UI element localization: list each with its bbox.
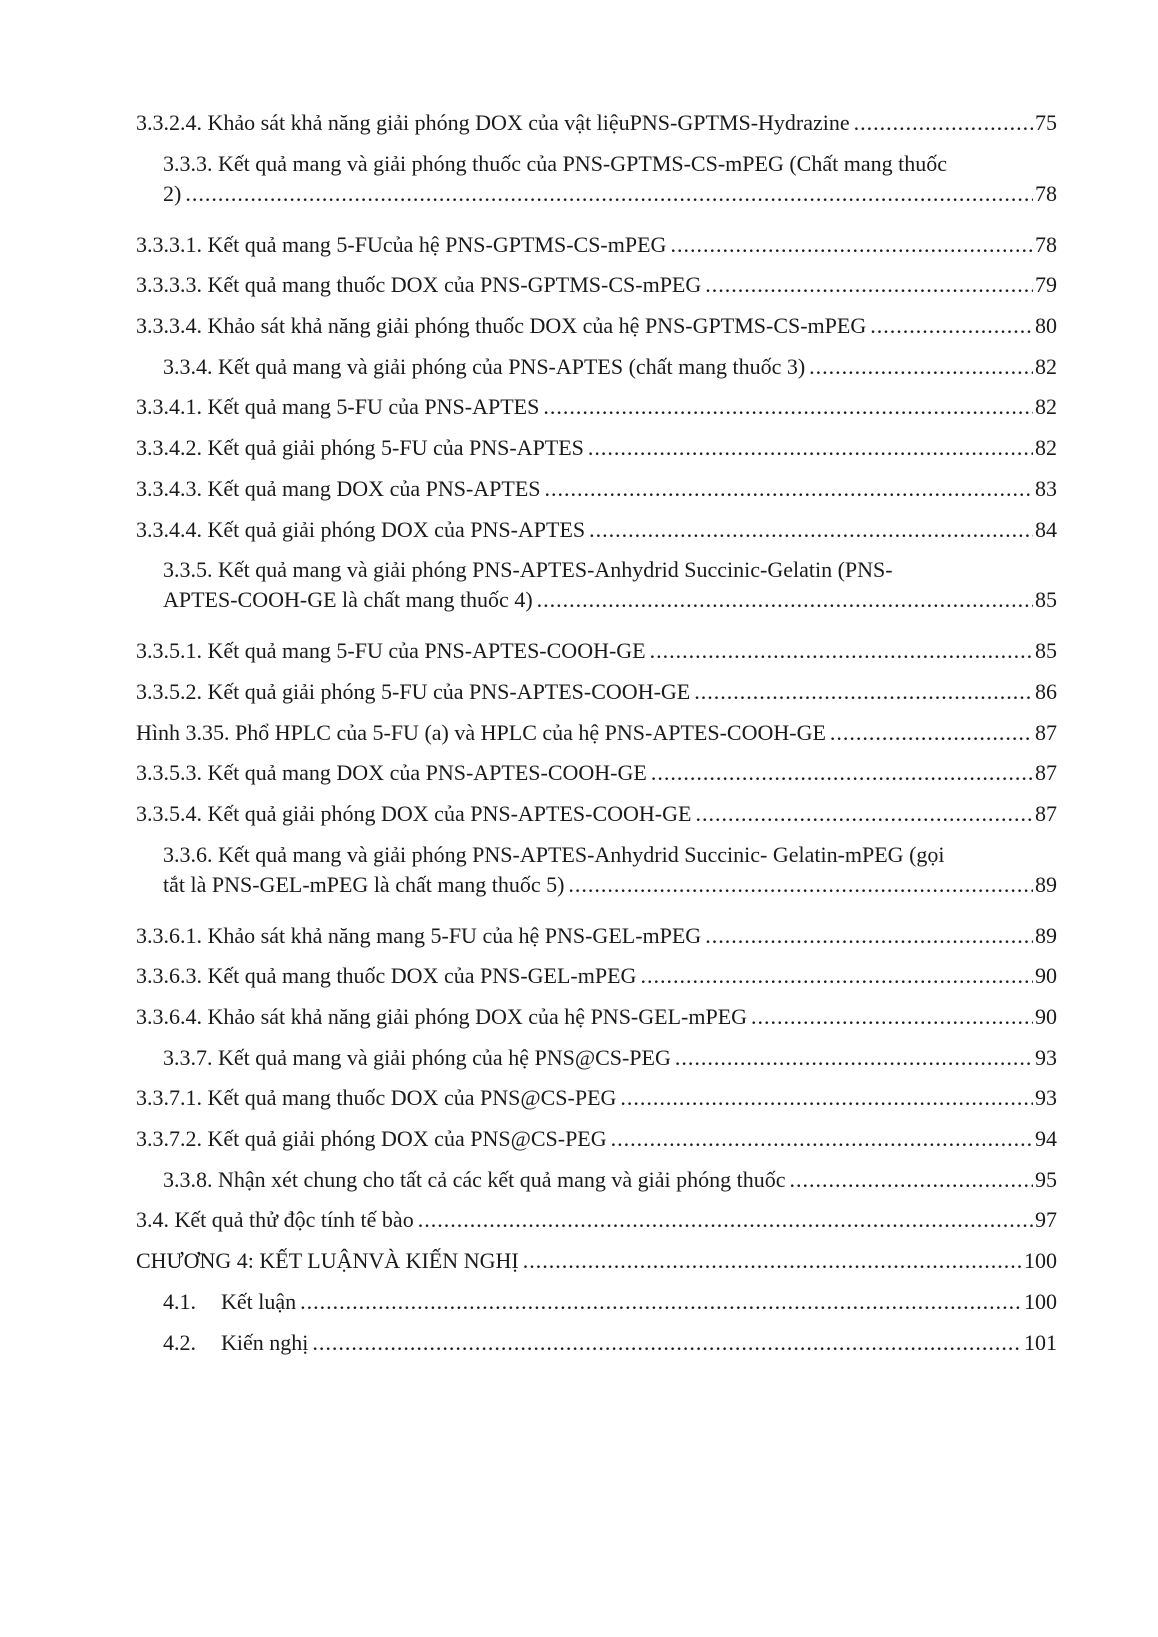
toc-entry-title: 3.3.7.2. Kết quả giải phóng DOX của PNS@CS-PEG: [136, 1126, 607, 1152]
toc-page-number: 80: [1035, 313, 1057, 339]
toc-entry-3-3-3-4[interactable]: [136, 311, 1057, 352]
toc-page-number: 93: [1035, 1085, 1057, 1111]
toc-entry-title: 3.3.6.1. Khảo sát khả năng mang 5-FU của hệ PNS-GEL-mPEG: [136, 922, 702, 948]
toc-entry-4-1[interactable]: [136, 1287, 1057, 1328]
toc-page-number: 82: [1035, 353, 1057, 379]
toc-page-number: 82: [1035, 394, 1057, 420]
toc-entry-title: 3.3.4. Kết quả mang và giải phóng của PNS-APTES (chất mang thuốc 3): [163, 353, 806, 379]
toc-entry-3-3-4-2[interactable]: [136, 433, 1057, 474]
toc-entry-title-line1: 3.3.6. Kết quả mang và giải phóng PNS-APTES-Anhydrid Succinic- Gelatin-mPEG (gọi: [163, 841, 945, 867]
dot-leader: [589, 515, 1033, 545]
toc-page-number: 93: [1035, 1044, 1057, 1070]
toc-entry-title: 3.3.3.4. Khảo sát khả năng giải phóng thuốc DOX của hệ PNS-GPTMS-CS-mPEG: [136, 313, 867, 339]
toc-entry-title: 3.3.7.1. Kết quả mang thuốc DOX của PNS@CS-PEG: [136, 1085, 617, 1111]
dot-leader: [705, 921, 1033, 951]
toc-entry-number: 4.2.: [163, 1329, 196, 1355]
toc-page-number: 100: [1024, 1288, 1057, 1314]
dot-leader: [640, 961, 1033, 991]
toc-entry-title: 3.3.5.1. Kết quả mang 5-FU của PNS-APTES-COOH-GE: [136, 638, 646, 664]
toc-entry-title-line2: 2): [163, 180, 182, 206]
dot-leader: [185, 179, 1033, 209]
toc-page-number: 90: [1035, 1004, 1057, 1029]
toc-entry-title: CHƯƠNG 4: KẾT LUẬNVÀ KIẾN NGHỊ: [136, 1248, 519, 1274]
toc-page-number: 94: [1035, 1126, 1057, 1152]
toc-entry-3-3-7-1[interactable]: [136, 1083, 1057, 1124]
dot-leader: [312, 1328, 1022, 1358]
dot-leader: [543, 392, 1033, 422]
toc-entry-3-3-3-3[interactable]: [136, 270, 1057, 311]
toc-entry-title: 3.3.4.4. Kết quả giải phóng DOX của PNS-APTES: [136, 516, 586, 542]
toc-entry-title: 3.3.3.3. Kết quả mang thuốc DOX của PNS-GPTMS-CS-mPEG: [136, 272, 702, 298]
dot-leader: [694, 677, 1033, 707]
toc-entry-title-line2: APTES-COOH-GE là chất mang thuốc 4): [163, 587, 533, 613]
toc-entry-title-line2: tắt là PNS-GEL-mPEG là chất mang thuốc 5): [163, 871, 565, 897]
toc-entry-3-3-7-2[interactable]: [136, 1124, 1057, 1165]
dot-leader: [537, 585, 1033, 615]
dot-leader: [751, 1002, 1033, 1032]
dot-leader: [854, 108, 1033, 138]
toc-page-number: 79: [1035, 272, 1057, 298]
toc-page-number: 89: [1035, 871, 1057, 897]
dot-leader: [651, 758, 1033, 788]
toc-entry-title: 3.4. Kết quả thử độc tính tế bào: [136, 1207, 414, 1233]
table-of-contents: [136, 108, 1057, 1368]
dot-leader: [418, 1205, 1033, 1235]
toc-entry-title: 3.3.2.4. Khảo sát khả năng giải phóng DOX của vật liệuPNS-GPTMS-Hydrazine: [136, 110, 850, 135]
toc-entry-3-3-5-1[interactable]: [136, 636, 1057, 677]
toc-entry-title: 3.3.7. Kết quả mang và giải phóng của hệ PNS@CS-PEG: [163, 1044, 671, 1070]
dot-leader: [300, 1287, 1022, 1317]
dot-leader: [809, 352, 1033, 382]
toc-entry-title: 3.3.6.3. Kết quả mang thuốc DOX của PNS-GEL-mPEG: [136, 963, 637, 989]
toc-entry-3-3-4[interactable]: [136, 352, 1057, 393]
toc-page-number: 85: [1035, 587, 1057, 613]
toc-page-number: 87: [1035, 800, 1057, 826]
dot-leader: [830, 718, 1033, 748]
toc-entry-title-line1: 3.3.5. Kết quả mang và giải phóng PNS-APTES-Anhydrid Succinic-Gelatin (PNS-: [163, 557, 893, 583]
toc-page-number: 101: [1024, 1329, 1057, 1355]
toc-entry-chuong-4[interactable]: [136, 1246, 1057, 1287]
toc-entry-title: Hình 3.35. Phổ HPLC của 5-FU (a) và HPLC của hệ PNS-APTES-COOH-GE: [136, 719, 826, 745]
toc-entry-3-3-5-4[interactable]: [136, 799, 1057, 840]
dot-leader: [588, 433, 1033, 463]
toc-page-number: 97: [1035, 1207, 1057, 1233]
toc-entry-3-3-5[interactable]: [136, 555, 1057, 636]
toc-entry-title: Kết luận: [221, 1288, 297, 1314]
toc-entry-3-3-6-1[interactable]: [136, 921, 1057, 962]
dot-leader: [568, 870, 1033, 900]
toc-entry-3-3-2-4[interactable]: [136, 108, 1057, 149]
toc-entry-title: 3.3.3.1. Kết quả mang 5-FUcủa hệ PNS-GPTMS-CS-mPEG: [136, 231, 667, 257]
toc-page-number: 90: [1035, 963, 1057, 989]
toc-entry-title: Kiến nghị: [221, 1329, 309, 1355]
toc-entry-3-3-3[interactable]: [136, 149, 1057, 230]
dot-leader: [620, 1083, 1033, 1113]
toc-entry-3-3-6-3[interactable]: [136, 961, 1057, 1002]
toc-entry-title: 3.3.5.2. Kết quả giải phóng 5-FU của PNS-APTES-COOH-GE: [136, 678, 691, 704]
toc-entry-title: 3.3.4.2. Kết quả giải phóng 5-FU của PNS-APTES: [136, 435, 584, 461]
toc-entry-title: 3.3.4.3. Kết quả mang DOX của PNS-APTES: [136, 475, 541, 501]
dot-leader: [870, 311, 1033, 341]
toc-entry-3-3-5-3[interactable]: [136, 758, 1057, 799]
dot-leader: [545, 474, 1033, 504]
toc-entry-title: 3.3.6.4. Khảo sát khả năng giải phóng DOX của hệ PNS-GEL-mPEG: [136, 1004, 748, 1029]
toc-entry-hinh-3-35[interactable]: [136, 718, 1057, 759]
toc-entry-title: 3.3.4.1. Kết quả mang 5-FU của PNS-APTES: [136, 394, 540, 420]
toc-page-number: 95: [1035, 1166, 1057, 1192]
toc-page-number: 85: [1035, 638, 1057, 664]
toc-entry-3-3-6[interactable]: [136, 840, 1057, 921]
toc-page-number: 86: [1035, 678, 1057, 704]
toc-entry-3-3-7[interactable]: [136, 1043, 1057, 1084]
toc-entry-3-3-5-2[interactable]: [136, 677, 1057, 718]
toc-page-number: 89: [1035, 922, 1057, 948]
toc-page-number: 87: [1035, 760, 1057, 786]
dot-leader: [650, 636, 1033, 666]
toc-entry-number: 4.1.: [163, 1288, 196, 1314]
toc-entry-3-3-4-1[interactable]: [136, 392, 1057, 433]
dot-leader: [705, 270, 1033, 300]
toc-entry-title: 3.3.5.4. Kết quả giải phóng DOX của PNS-APTES-COOH-GE: [136, 800, 692, 826]
dot-leader: [790, 1165, 1033, 1195]
toc-page-number: 83: [1035, 475, 1057, 501]
toc-entry-3-3-4-4[interactable]: [136, 515, 1057, 556]
dot-leader: [523, 1246, 1022, 1276]
toc-page-number: 84: [1035, 516, 1057, 542]
dot-leader: [670, 230, 1033, 260]
dot-leader: [695, 799, 1033, 829]
toc-page-number: 87: [1035, 719, 1057, 745]
toc-page-number: 100: [1024, 1248, 1057, 1274]
toc-entry-3-3-8[interactable]: [136, 1165, 1057, 1206]
toc-entry-3-4[interactable]: [136, 1205, 1057, 1246]
toc-entry-3-3-4-3[interactable]: [136, 474, 1057, 515]
toc-page-number: 78: [1035, 180, 1057, 206]
toc-page-number: 82: [1035, 435, 1057, 461]
toc-entry-3-3-3-1[interactable]: [136, 230, 1057, 271]
dot-leader: [611, 1124, 1033, 1154]
toc-entry-title: 3.3.8. Nhận xét chung cho tất cả các kết quả mang và giải phóng thuốc: [163, 1166, 786, 1192]
toc-entry-4-2[interactable]: [136, 1328, 1057, 1369]
toc-entry-3-3-6-4[interactable]: [136, 1002, 1057, 1043]
toc-entry-title-line1: 3.3.3. Kết quả mang và giải phóng thuốc của PNS-GPTMS-CS-mPEG (Chất mang thuốc: [163, 150, 947, 176]
dot-leader: [675, 1043, 1033, 1073]
toc-page-number: 78: [1035, 231, 1057, 257]
toc-entry-title: 3.3.5.3. Kết quả mang DOX của PNS-APTES-COOH-GE: [136, 760, 647, 786]
toc-page-number: 75: [1035, 110, 1057, 135]
